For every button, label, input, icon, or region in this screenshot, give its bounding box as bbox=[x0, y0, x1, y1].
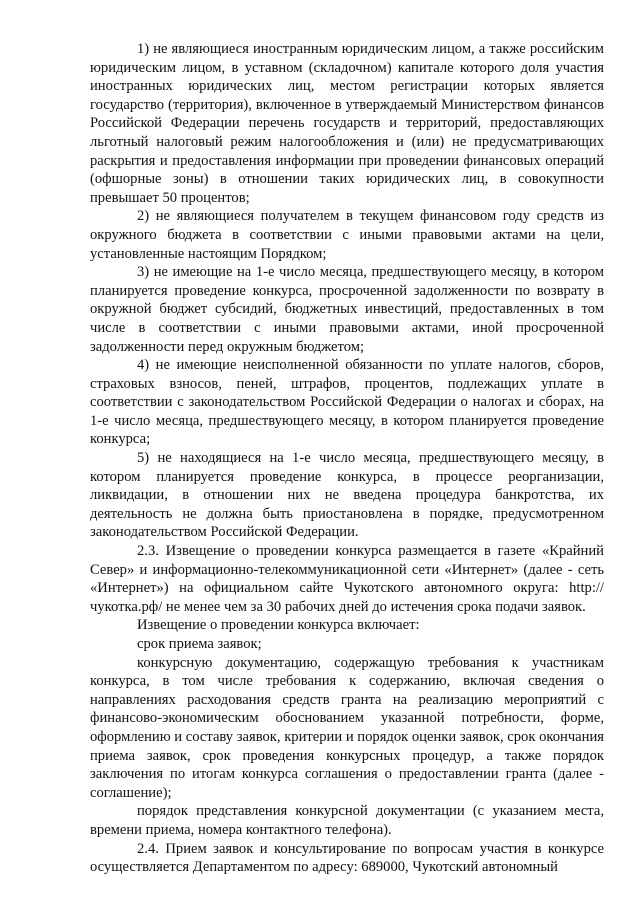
paragraph-notice-includes: Извещение о проведении конкурса включает: bbox=[137, 617, 420, 634]
paragraph-criterion-3: 3) не имеющие на 1-е число месяца, предшествующего месяцу, в котором планируется проведение конкурса, просроченной задолженности по возврату в окружной бюджет субсидий, бюджетных инвестиций, предоставленных в том числе в соответствии с иными правовыми актами, иной просроченной задолженности перед окружным бюджетом; bbox=[90, 264, 604, 355]
paragraph-criterion-1: 1) не являющиеся иностранным юридическим лицом, а также российским юридическим лицом, в уставном (складочном) капитале которого доля участия иностранных юридических лиц, местом регистрации которых является государство (территория), включенное в утверждаемый Министерством финансов Российской Федерации перечень государств и территорий, предоставляющих льготный налоговый режим налогообложения и (или) не предусматривающих раскрытия и предоставления информации при проведении финансовых операций (офшорные зоны) в отношении таких юридических лиц, в совокупности превышает 50 процентов; bbox=[90, 41, 604, 206]
paragraph-criterion-2: 2) не являющиеся получателем в текущем финансовом году средств из окружного бюджета в соответствии с иными правовыми актами на цели, установленные настоящим Порядком; bbox=[90, 208, 604, 262]
paragraph-2-3: 2.3. Извещение о проведении конкурса размещается в газете «Крайний Север» и информационно-телекоммуникационной сети «Интернет» (далее - сеть «Интернет») на официальном сайте Чукотского автономного округа: http://чукотка.рф/ не менее чем за 30 рабочих дней до истечения срока подачи заявок. bbox=[90, 543, 604, 615]
paragraph-criterion-5: 5) не находящиеся на 1-е число месяца, предшествующего месяцу, в котором планируется проведение конкурса, в процессе реорганизации, ликвидации, в отношении них не введена процедура банкротства, их деятельность не должна быть приостановлена в порядке, предусмотренном законодательством Российской Федерации. bbox=[90, 450, 604, 541]
paragraph-2-4: 2.4. Прием заявок и консультирование по вопросам участия в конкурсе осуществляется Департаментом по адресу: 689000, Чукотский автономный bbox=[90, 840, 604, 876]
paragraph-submission-procedure: порядок представления конкурсной документации (с указанием места, времени приема, номера контактного телефона). bbox=[90, 803, 604, 838]
document-page bbox=[90, 40, 604, 877]
paragraph-application-deadline: срок приема заявок; bbox=[137, 636, 262, 652]
paragraph-criterion-4: 4) не имеющие неисполненной обязанности по уплате налогов, сборов, страховых взносов, пеней, штрафов, процентов, подлежащих уплате в соответствии с законодательством Российской Федерации о налогах и сборах, на 1-е число месяца, предшествующего месяцу, в котором планируется проведение конкурса; bbox=[90, 357, 604, 448]
paragraph-competition-docs: конкурсную документацию, содержащую требования к участникам конкурса, в том числе требования к содержанию, включая сведения о направлениях расходования средств гранта на реализацию мероприятий с финансово-экономическим обоснованием указанной потребности, форме, оформлению и составу заявок, критерии и порядок оценки заявок, срок окончания приема заявок, срок проведения конкурсных процедур, а также порядок заключения по итогам конкурса соглашения о предоставлении гранта (далее - соглашение); bbox=[90, 654, 604, 801]
